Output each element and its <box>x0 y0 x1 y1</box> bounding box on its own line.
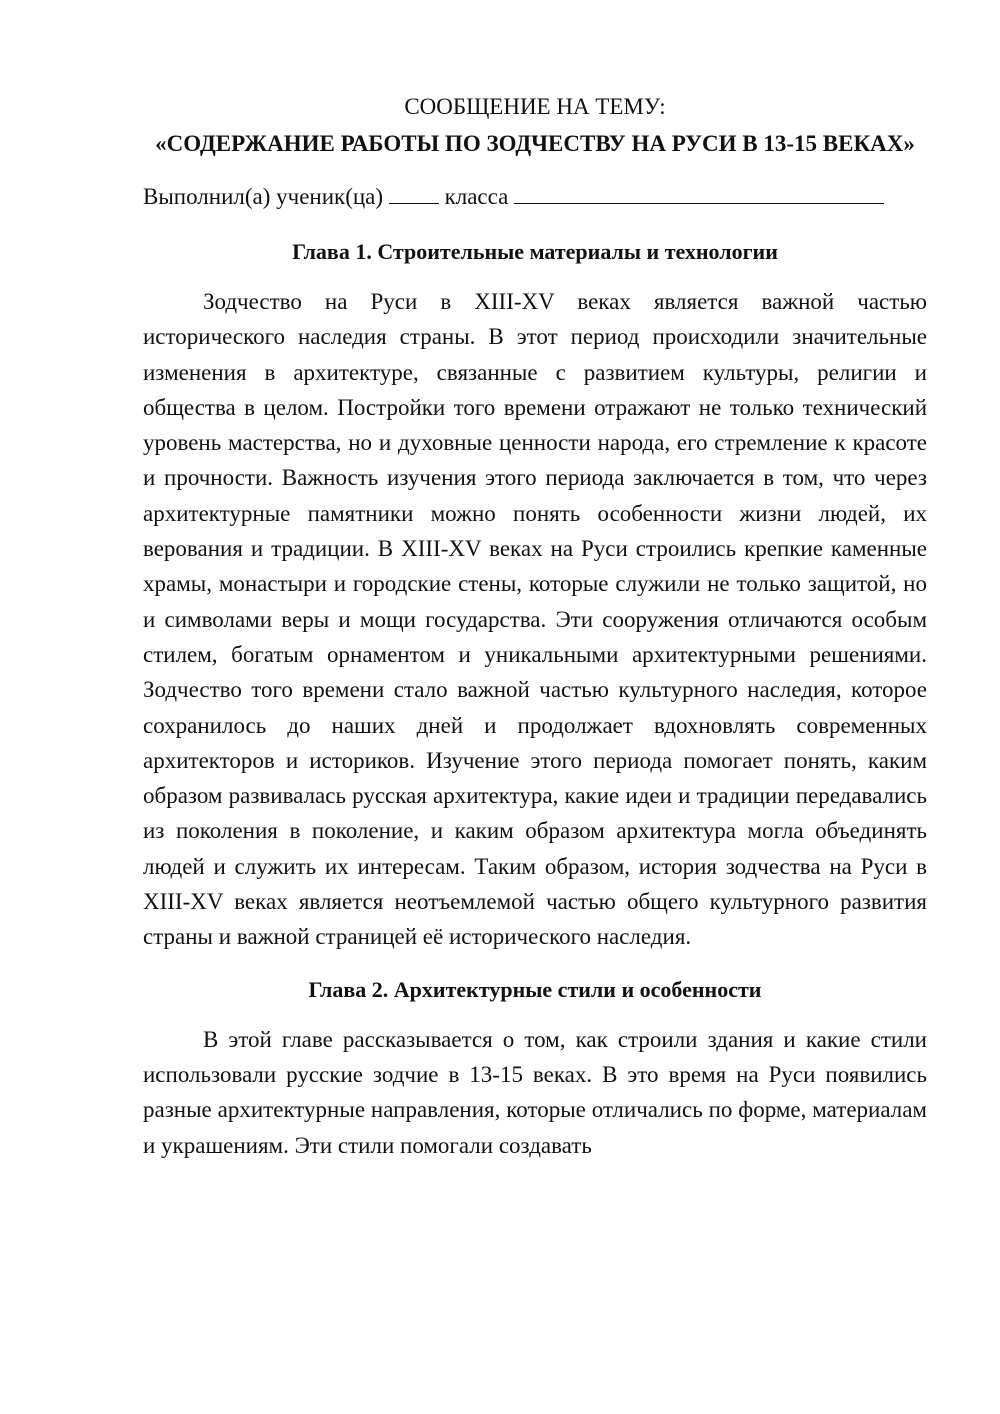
class-label: класса <box>444 184 509 209</box>
document-title: «СОДЕРЖАНИЕ РАБОТЫ ПО ЗОДЧЕСТВУ НА РУСИ В 13-15 ВЕКАХ» <box>155 131 915 156</box>
class-blank <box>514 181 884 204</box>
student-blank <box>389 181 439 204</box>
author-prefix: Выполнил(а) ученик(ца) <box>143 184 384 209</box>
chapter-2-paragraph: В этой главе рассказывается о том, как строили здания и какие стили использовали русские зодчие в 13-15 веках. В это время на Руси появились разные архитектурные направления, которые отличались по форме, материалам и украшениям. Эти стили помогали создавать <box>143 1026 927 1158</box>
chapter-2-title: Глава 2. Архитектурные стили и особенности <box>308 976 762 1002</box>
topic-label: СООБЩЕНИЕ НА ТЕМУ: <box>404 94 666 119</box>
document-page <box>143 88 927 1163</box>
chapter-1-title: Глава 1. Строительные материалы и технологии <box>292 239 778 264</box>
author-line <box>143 179 927 215</box>
chapter-1-paragraph: Зодчество на Руси в XIII-XV веках является важной частью исторического наследия страны. В этот период происходили значительные изменения в архитектуре, связанные с развитием культуры, религии и общества в целом. Постройки того времени отражают не только технический уровень мастерства, но и духовные ценности народа, его стремление к красоте и прочности. Важность изучения этого периода заключается в том, что через архитектурные памятники можно понять особенности жизни людей, их верования и традиции. В XIII-XV веках на Руси строились крепкие каменные храмы, монастыри и городские стены, которые служили не только защитой, но и символами веры и мощи государства. Эти сооружения отличаются особым стилем, богатым орнаментом и уникальными архитектурными решениями. Зодчество того времени стало важной частью культурного наследия, которое сохранилось до наших дней и продолжает вдохновлять современных архитекторов и историков. Изучение этого периода помогает понять, каким образом развивалась русская архитектура, какие идеи и традиции передавались из поколения в поколение, и каким образом архитектура могла объединять людей и служить их интересам. Таким образом, история зодчества на Руси в XIII-XV веках является неотъемлемой частью общего культурного развития страны и важной страницей её исторического наследия. <box>143 289 927 950</box>
